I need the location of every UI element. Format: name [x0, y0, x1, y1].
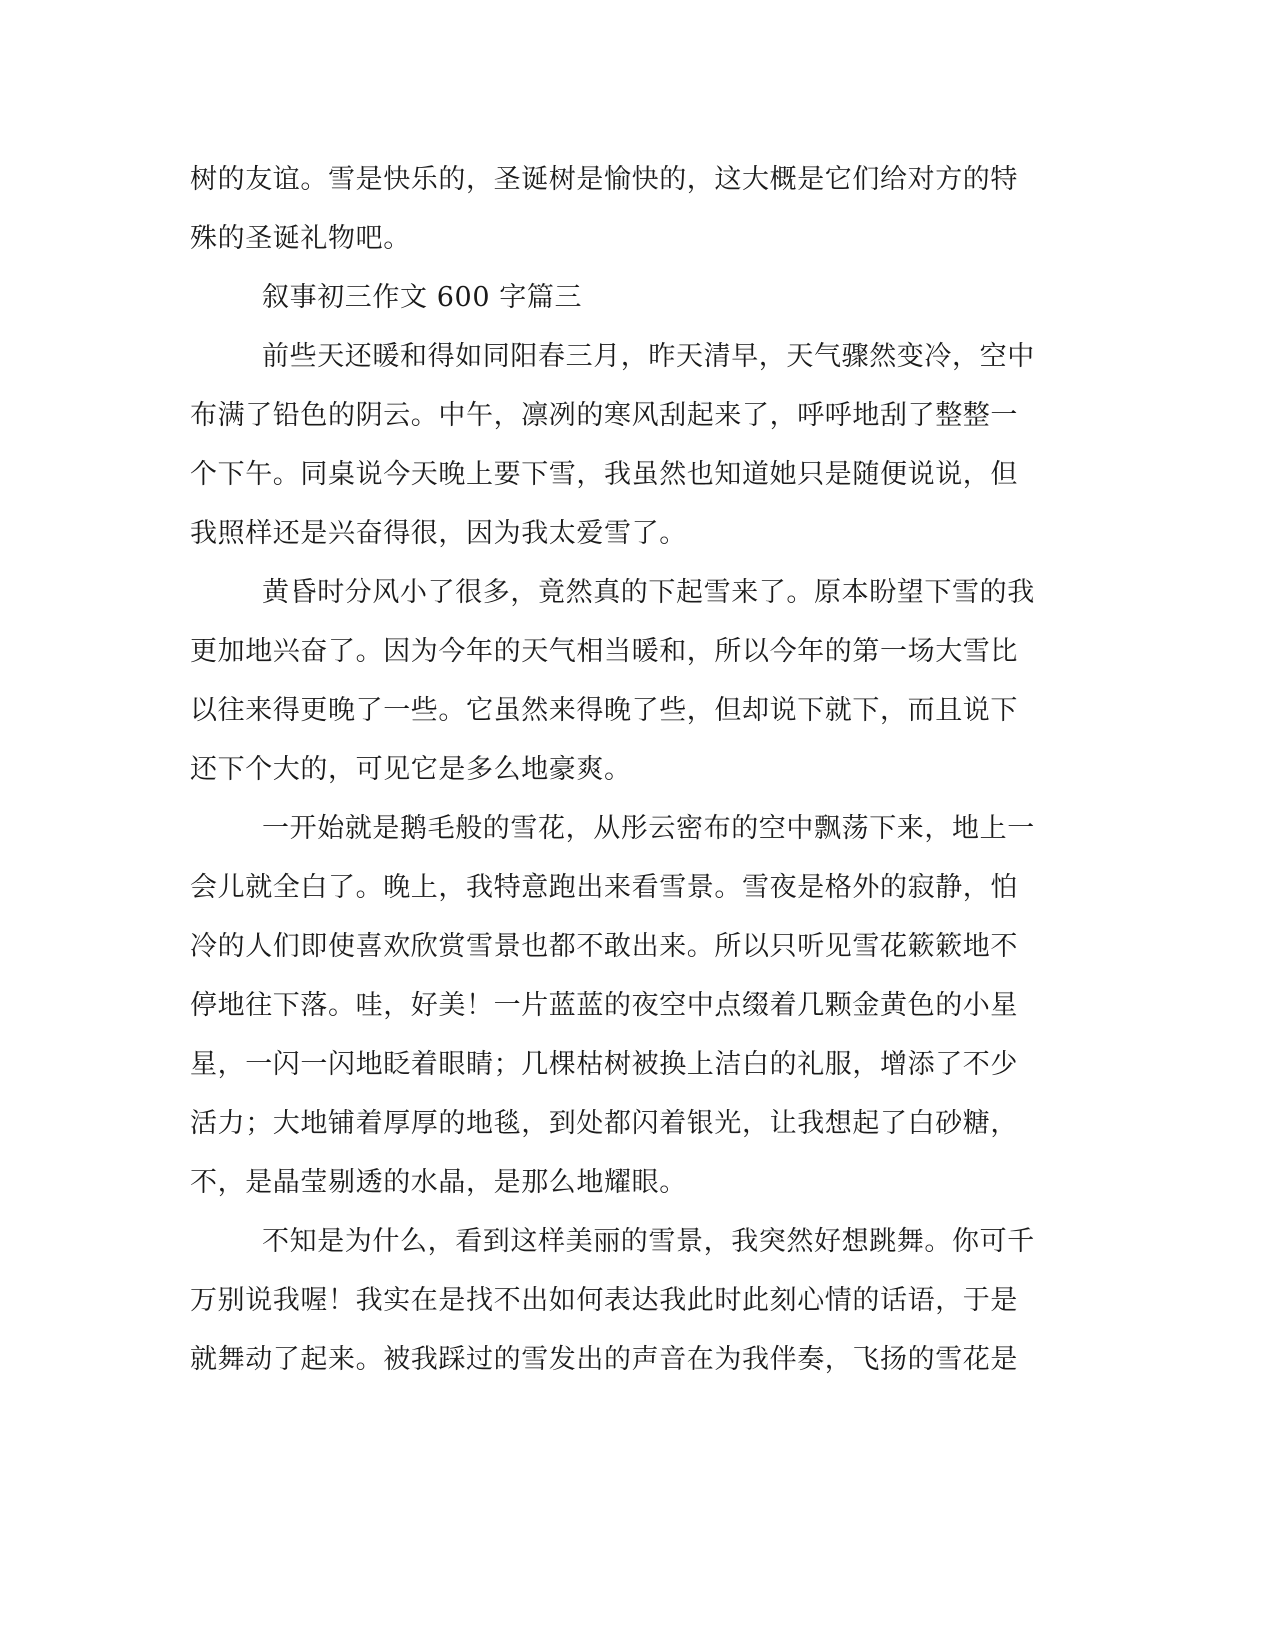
text-line: 个下午。同桌说今天晚上要下雪，我虽然也知道她只是随便说说，但: [190, 459, 1018, 490]
text-line: 布满了铅色的阴云。中午，凛冽的寒风刮起来了，呼呼地刮了整整一: [190, 400, 1018, 431]
section-heading: 叙事初三作文 600 字篇三: [262, 282, 583, 313]
text-line: 不知是为什么，看到这样美丽的雪景，我突然好想跳舞。你可千: [262, 1226, 1035, 1257]
text-line: 以往来得更晚了一些。它虽然来得晚了些，但却说下就下，而且说下: [190, 695, 1018, 726]
text-line: 不，是晶莹剔透的水晶，是那么地耀眼。: [190, 1167, 687, 1198]
text-line: 万别说我喔！我实在是找不出如何表达我此时此刻心情的话语，于是: [190, 1285, 1018, 1316]
text-line: 殊的圣诞礼物吧。: [190, 223, 411, 254]
text-line: 一开始就是鹅毛般的雪花，从彤云密布的空中飘荡下来，地上一: [262, 813, 1035, 844]
text-line: 更加地兴奋了。因为今年的天气相当暖和，所以今年的第一场大雪比: [190, 636, 1018, 667]
text-line: 我照样还是兴奋得很，因为我太爱雪了。: [190, 518, 687, 549]
text-line: 停地往下落。哇，好美！一片蓝蓝的夜空中点缀着几颗金黄色的小星: [190, 990, 1018, 1021]
text-line: 黄昏时分风小了很多，竟然真的下起雪来了。原本盼望下雪的我: [262, 577, 1035, 608]
text-line: 冷的人们即使喜欢欣赏雪景也都不敢出来。所以只听见雪花簌簌地不: [190, 931, 1018, 962]
text-line: 前些天还暖和得如同阳春三月，昨天清早，天气骤然变冷，空中: [262, 341, 1035, 372]
text-line: 还下个大的，可见它是多么地豪爽。: [190, 754, 632, 785]
text-line: 星，一闪一闪地眨着眼睛；几棵枯树被换上洁白的礼服，增添了不少: [190, 1049, 1018, 1080]
text-line: 树的友谊。雪是快乐的，圣诞树是愉快的，这大概是它们给对方的特: [190, 164, 1018, 195]
text-line: 会儿就全白了。晚上，我特意跑出来看雪景。雪夜是格外的寂静，怕: [190, 872, 1018, 903]
text-line: 就舞动了起来。被我踩过的雪发出的声音在为我伴奏，飞扬的雪花是: [190, 1344, 1018, 1375]
text-line: 活力；大地铺着厚厚的地毯，到处都闪着银光，让我想起了白砂糖，: [190, 1108, 1018, 1139]
